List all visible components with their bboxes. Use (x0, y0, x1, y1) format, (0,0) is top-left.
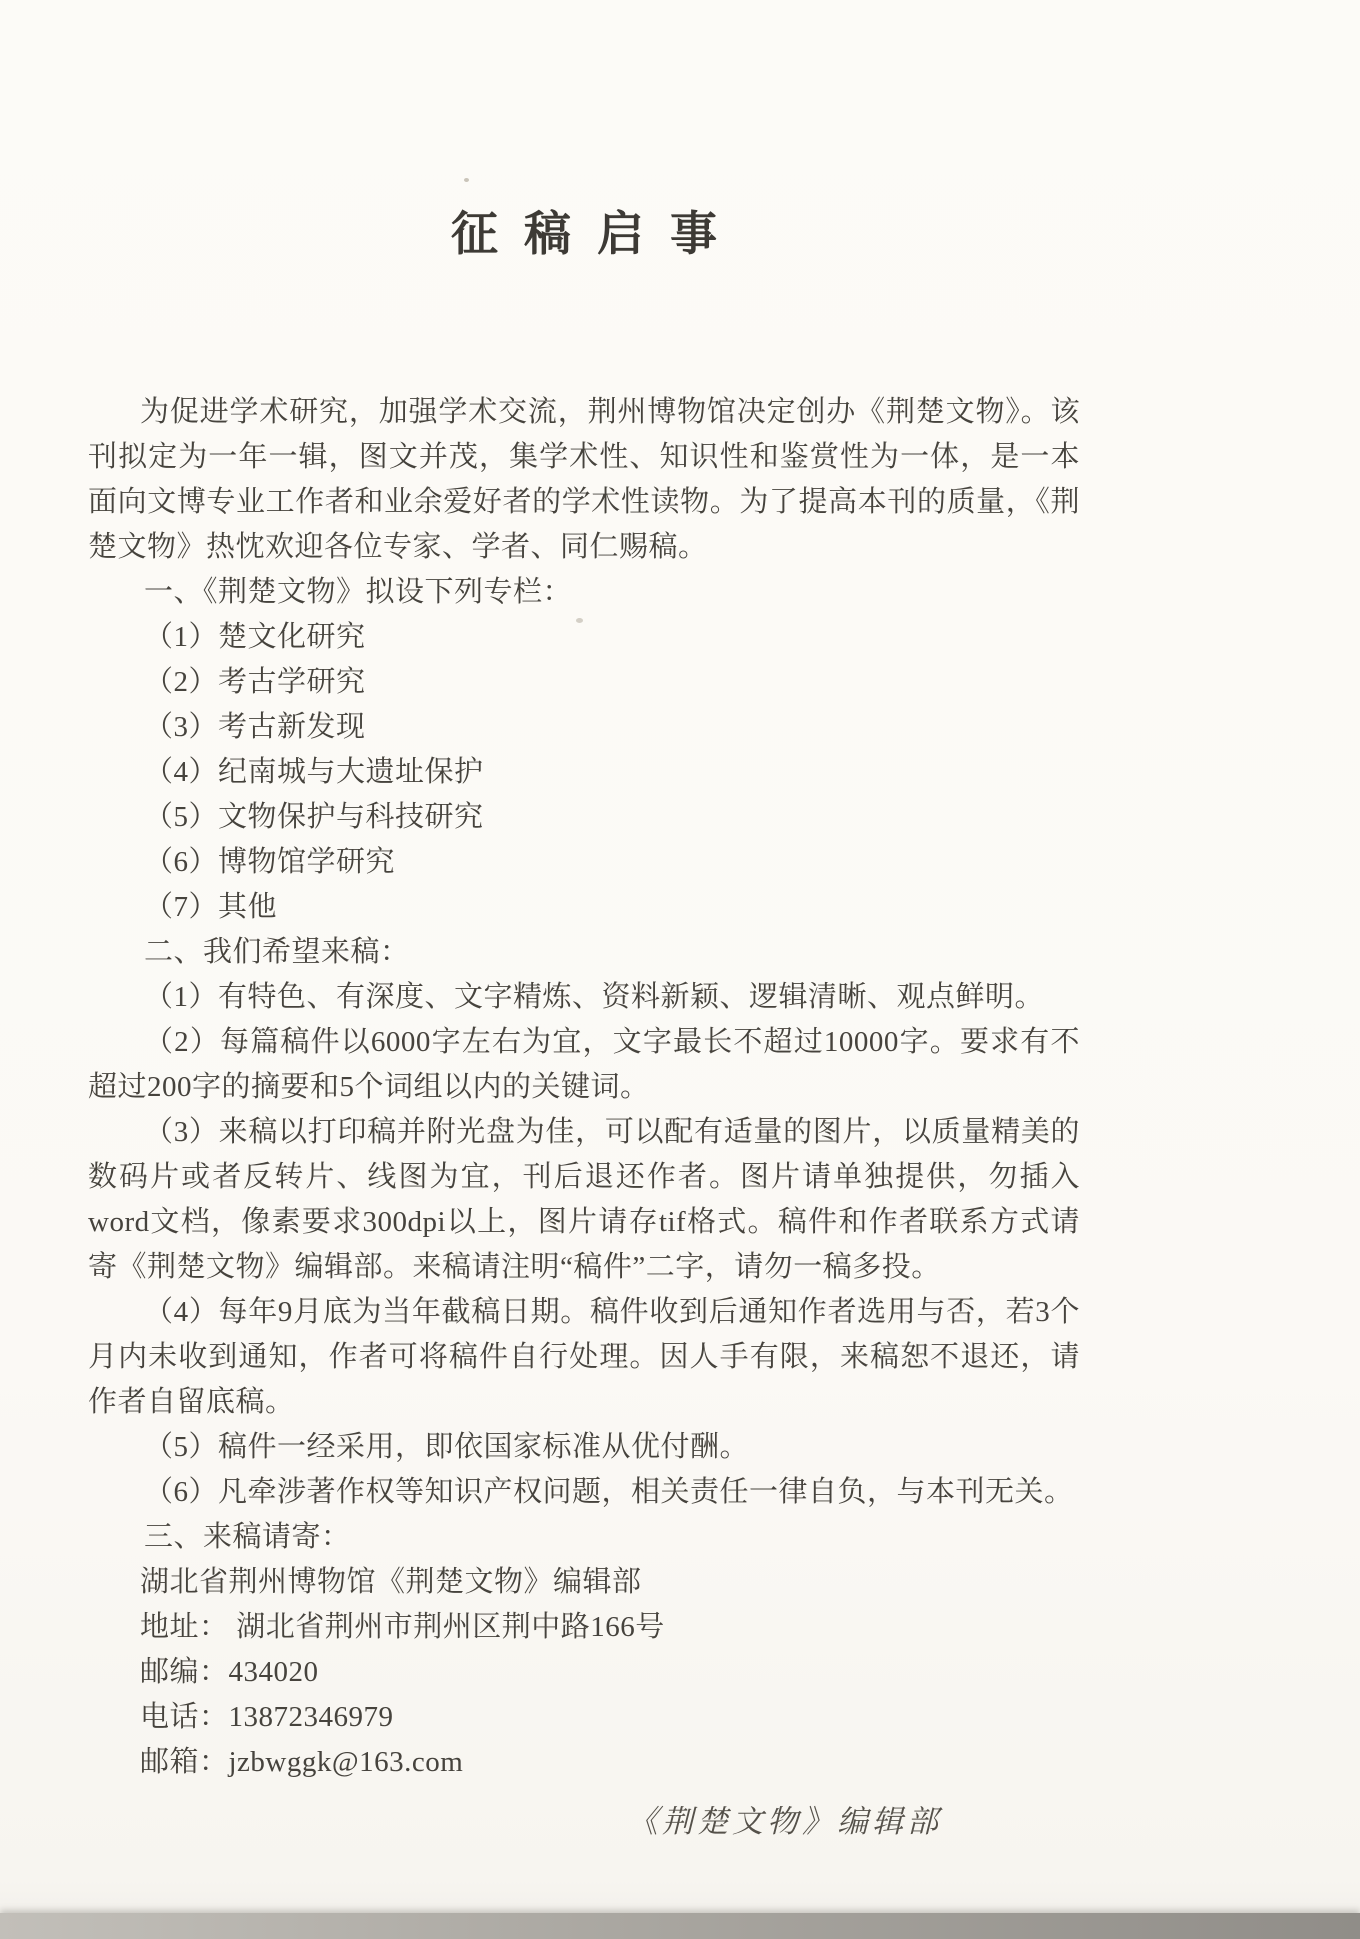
guideline-item-6: （6）凡牵涉著作权等知识产权问题，相关责任一律自负，与本刊无关。 (144, 1476, 1074, 1508)
scan-speck (576, 618, 583, 623)
section3-heading: 三、来稿请寄： (144, 1521, 351, 1553)
scanner-edge-band (0, 1913, 1360, 1939)
guideline-item-2: （2）每篇稿件以6000字左右为宜，文字最长不超过10000字。要求有不超过200字的摘要和5个词组以内的关键词。 (88, 1026, 1080, 1103)
column-item-6: （6）博物馆学研究 (144, 846, 396, 878)
signature: 《荆楚文物》编辑部 (627, 1804, 942, 1839)
guideline-item-4: （4）每年9月底为当年截稿日期。稿件收到后通知作者选用与否，若3个月内未收到通知，作者可将稿件自行处理。因人手有限，来稿恕不退还，请作者自留底稿。 (88, 1296, 1080, 1418)
column-item-3: （3）考古新发现 (144, 711, 366, 743)
document-body (88, 390, 1080, 1785)
postal-code-line: 邮编：434020 (140, 1656, 319, 1688)
column-item-1: （1）楚文化研究 (144, 621, 366, 653)
editorial-dept-line: 湖北省荆州博物馆《荆楚文物》编辑部 (140, 1566, 642, 1598)
email-line: 邮箱：jzbwggk@163.com (140, 1746, 464, 1778)
guideline-item-1: （1）有特色、有深度、文字精炼、资料新颖、逻辑清晰、观点鲜明。 (144, 981, 1045, 1013)
column-item-2: （2）考古学研究 (144, 666, 366, 698)
column-item-7: （7）其他 (144, 891, 278, 923)
phone-line: 电话：13872346979 (140, 1701, 394, 1733)
section2-heading: 二、我们希望来稿： (144, 936, 410, 968)
intro-paragraph: 为促进学术研究，加强学术交流，荆州博物馆决定创办《荆楚文物》。该刊拟定为一年一辑，图文并茂，集学术性、知识性和鉴赏性为一体，是一本面向文博专业工作者和业余爱好者的学术性读物。为了提高本刊的质量，《荆楚文物》热忱欢迎各位专家、学者、同仁赐稿。 (88, 396, 1080, 563)
guideline-item-3: （3）来稿以打印稿并附光盘为佳，可以配有适量的图片，以质量精美的数码片或者反转片、线图为宜，刊后退还作者。图片请单独提供，勿插入word文档，像素要求300dpi以上，图片请存tif格式。稿件和作者联系方式请寄《荆楚文物》编辑部。来稿请注明“稿件”二字，请勿一稿多投。 (88, 1116, 1080, 1283)
section1-heading: 一、《荆楚文物》拟设下列专栏： (144, 576, 573, 608)
column-item-4: （4）纪南城与大遗址保护 (144, 756, 484, 788)
scan-speck (464, 178, 469, 182)
address-line: 地址： 湖北省荆州市荆州区荆中路166号 (140, 1611, 665, 1643)
column-item-5: （5）文物保护与科技研究 (144, 801, 484, 833)
text-column (88, 0, 1080, 1843)
page-title: 征稿启事 (451, 209, 743, 261)
guideline-item-5: （5）稿件一经采用，即依国家标准从优付酬。 (144, 1431, 750, 1463)
